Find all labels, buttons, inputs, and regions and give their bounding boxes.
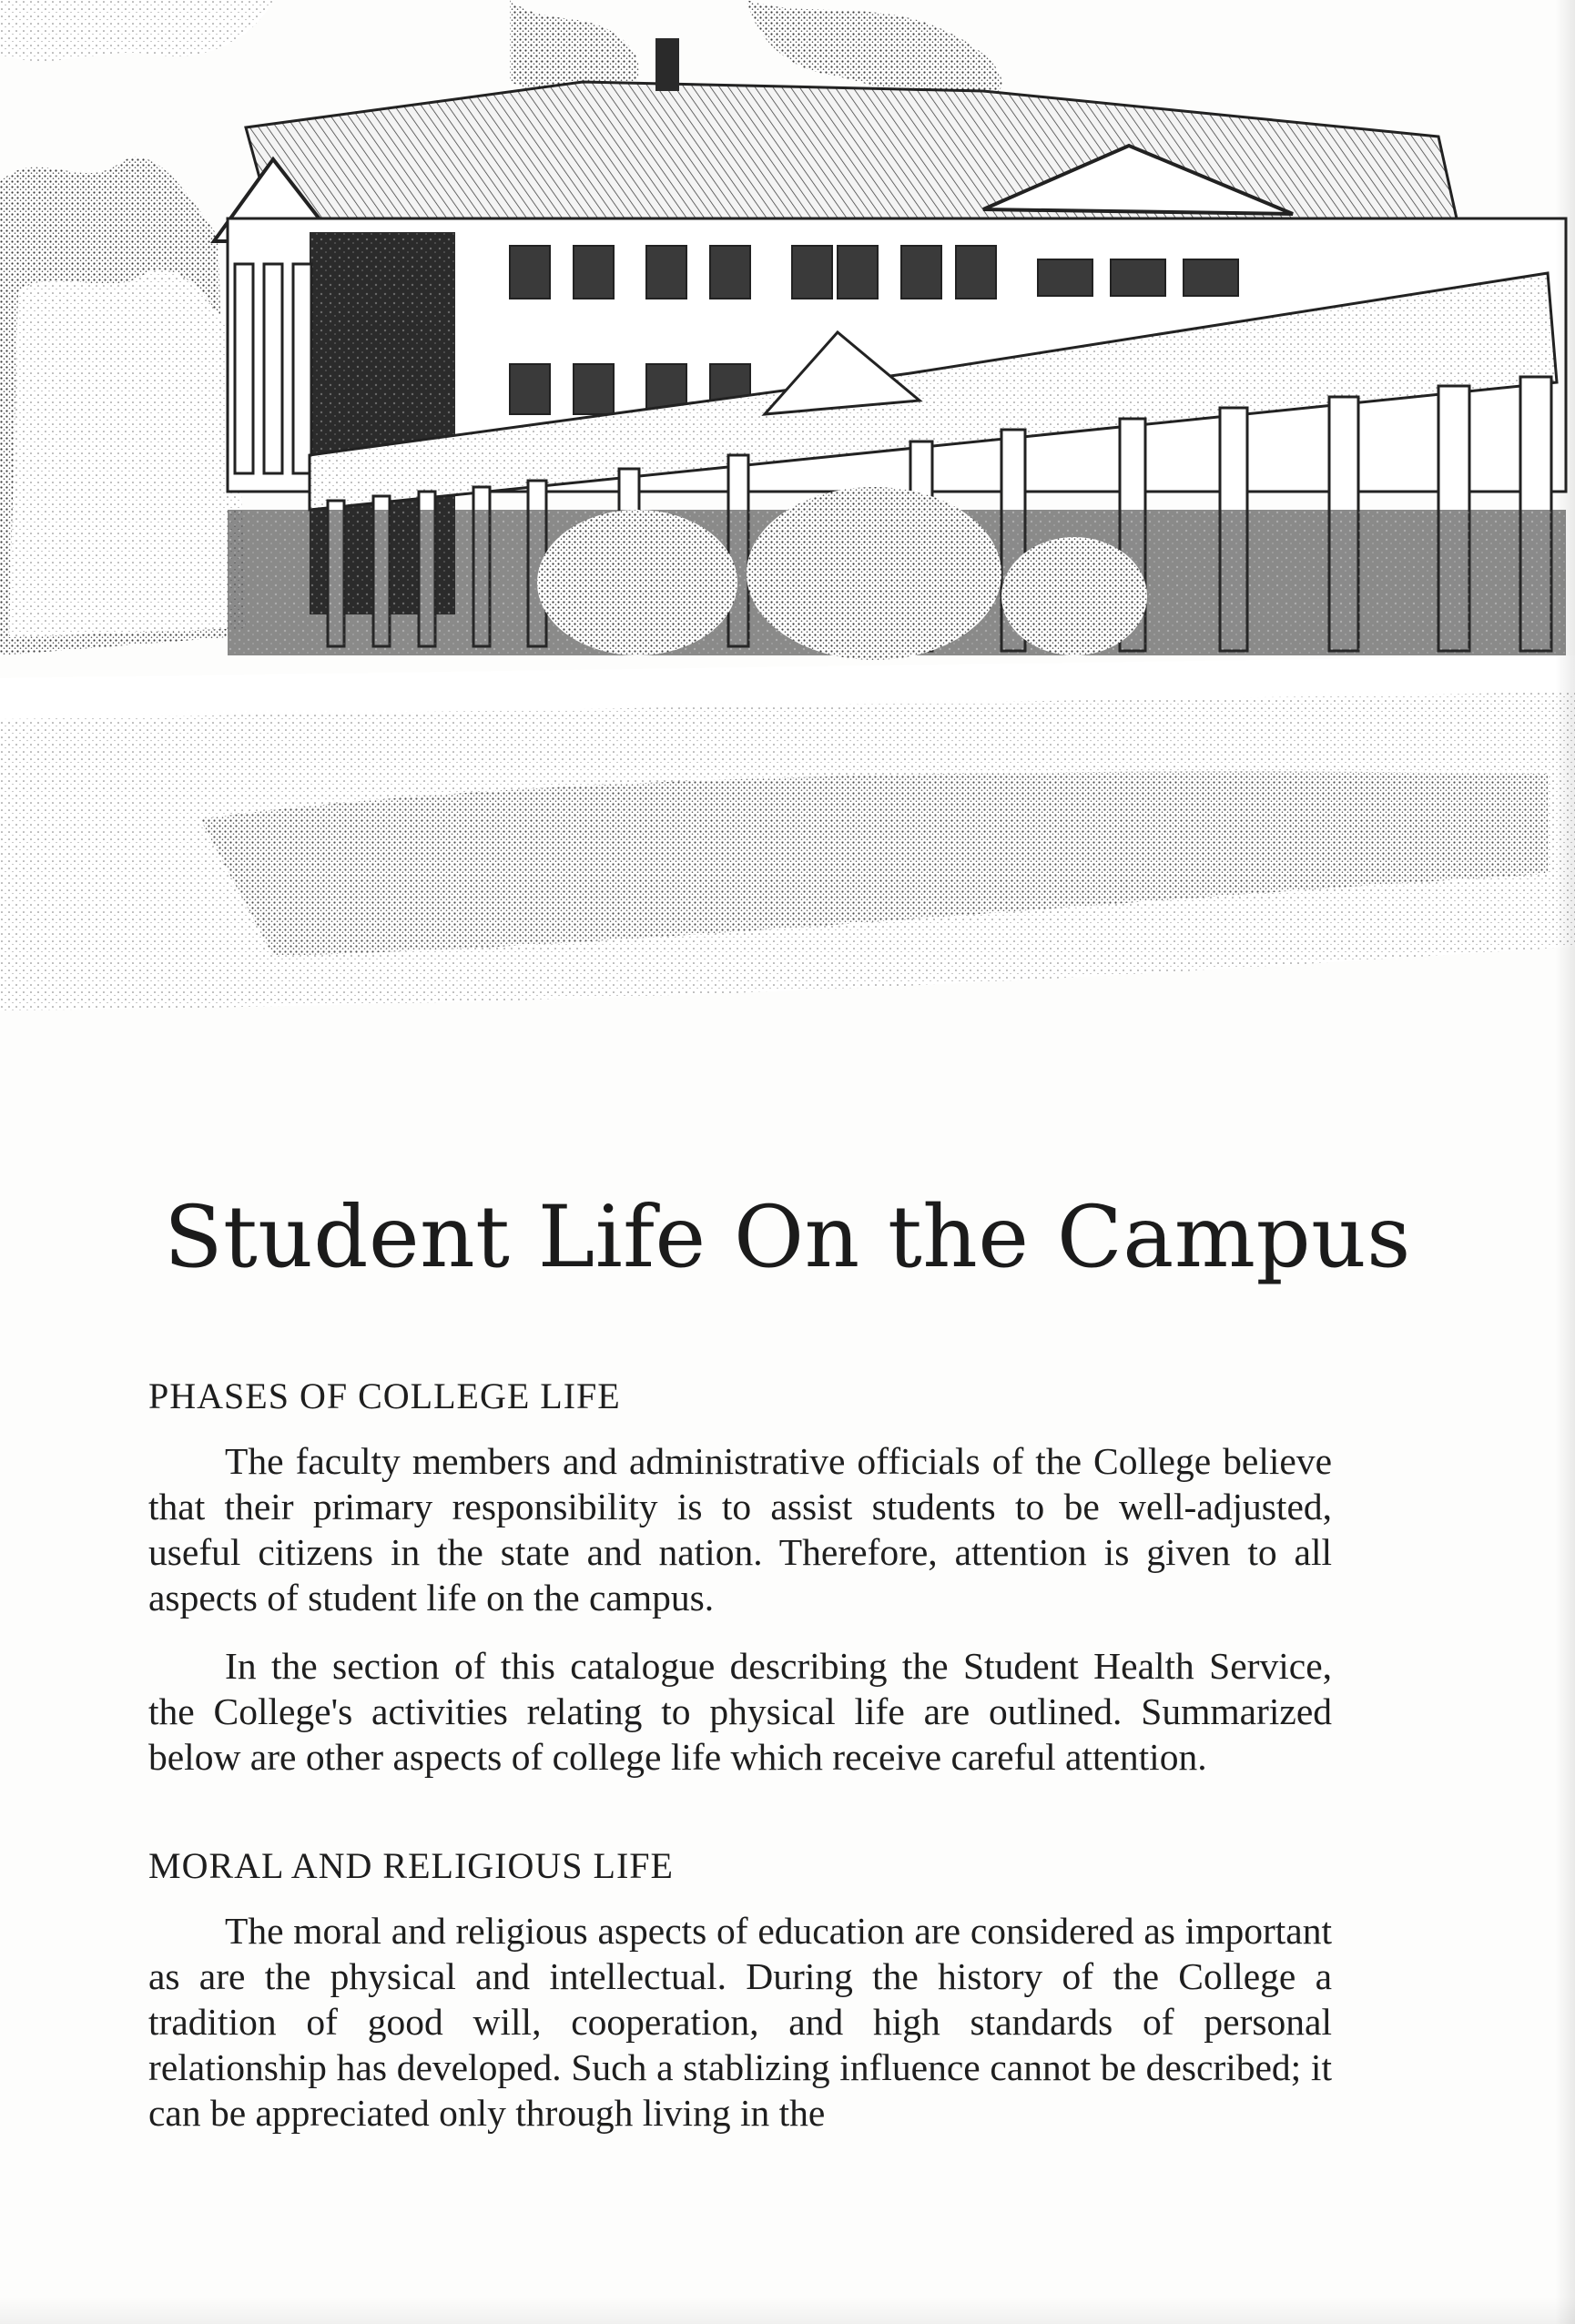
chimney	[655, 38, 679, 91]
section-heading-phases: PHASES OF COLLEGE LIFE	[148, 1375, 621, 1416]
page-bottom-shadow	[0, 2297, 1575, 2324]
paragraph-moral-1: The moral and religious aspects of education are considered as important as are the physical and intellectual. During the history of the College a tradition of good will, cooperation, and high standards of personal relationship has developed. Such a stablizing influence cannot be described; it can be appreciated only through living in the	[148, 1910, 1332, 2134]
left-portico-columns	[235, 264, 311, 473]
campus-building-illustration	[0, 0, 1575, 1029]
section-heading-moral: MORAL AND RELIGIOUS LIFE	[148, 1845, 674, 1886]
tree-foliage-left	[0, 157, 246, 655]
page-edge-shadow	[1555, 0, 1575, 2324]
page-title: Student Life On the Campus	[164, 1188, 1411, 1287]
paragraph-phases-2: In the section of this catalogue describing the Student Health Service, the College's activities relating to physical life are outlined. Summarized below are other aspects of college life which receive careful attention.	[148, 1645, 1332, 1778]
paragraph-phases-1: The faculty members and administrative officials of the College believe that their primary responsibility is to assist students to be well-adjusted, useful citizens in the state and nation. Therefore, attention is given to all aspects of student life on the campus.	[148, 1440, 1332, 1619]
